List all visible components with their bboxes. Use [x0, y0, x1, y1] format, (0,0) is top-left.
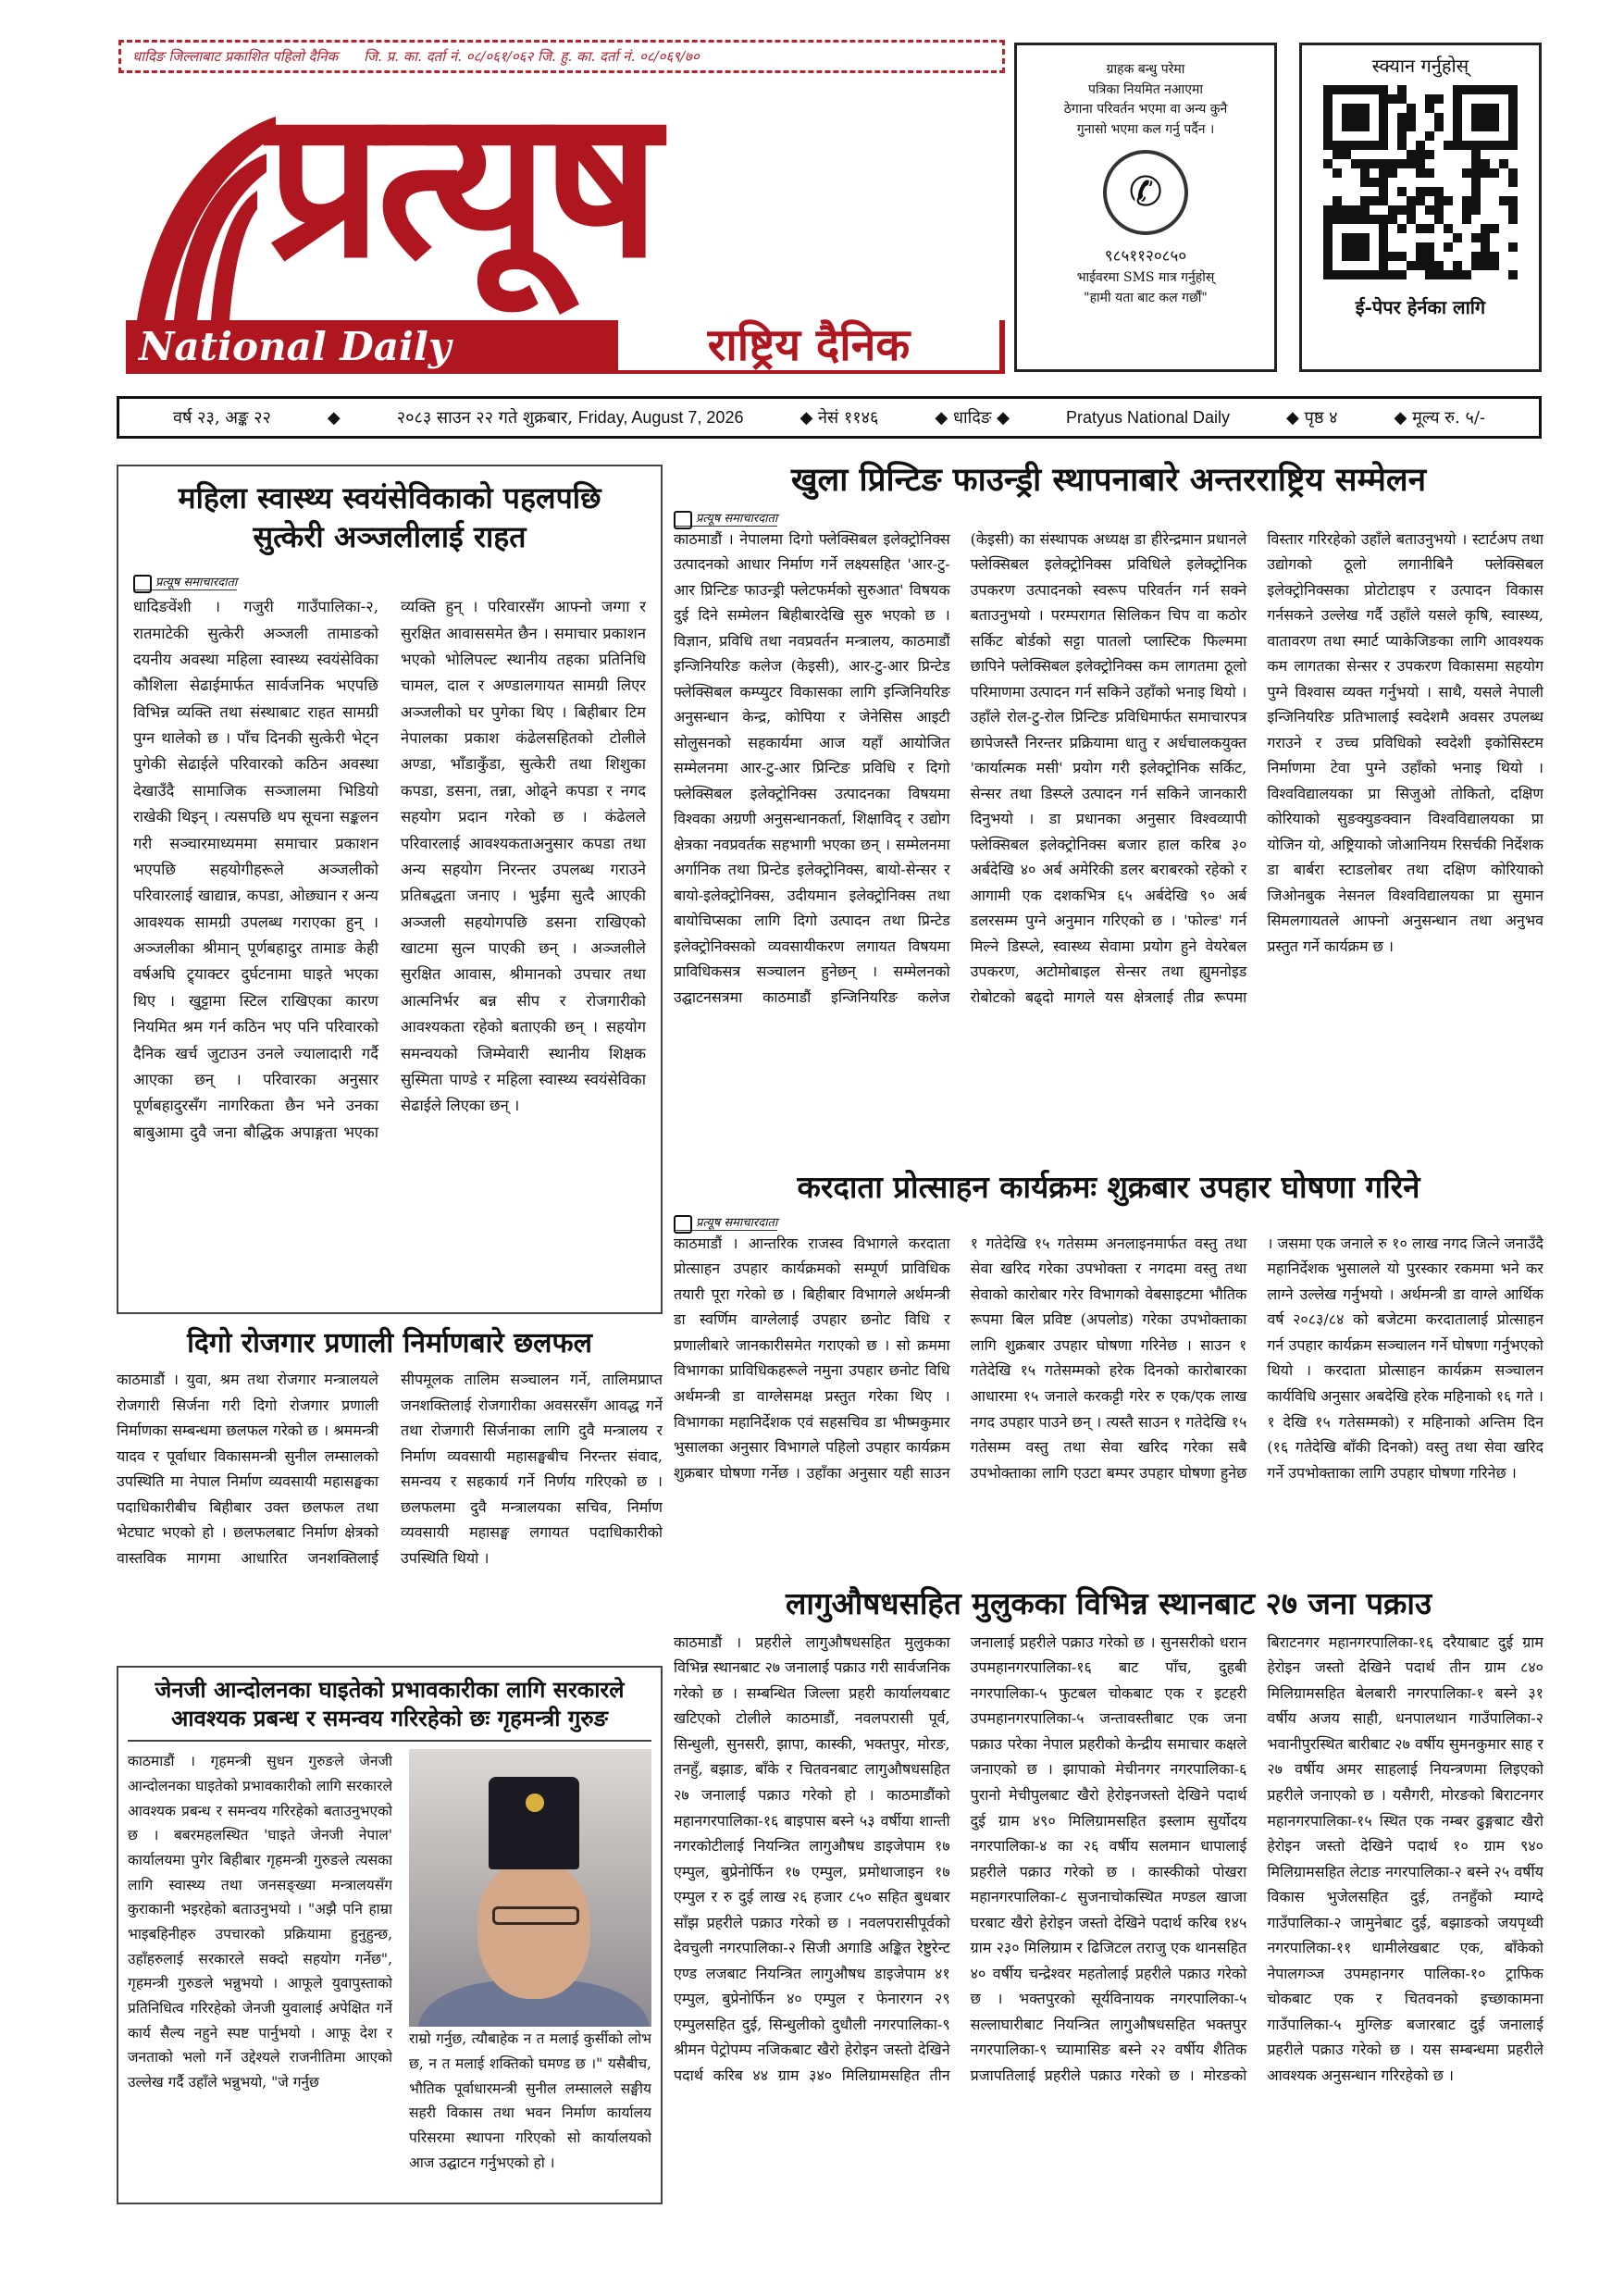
article-body: काठमाडौं । प्रहरीले लागुऔषधसहित मुलुकका विभिन्न स्थानबाट २७ जनालाई पक्राउ गरी सार्वजनिक गरेको छ । सम्बन्धित जिल्ला प्रहरी कार्यालयबाट खटिएको टोलीले काठमाडौं, नवलपरासी पूर्व, सिन्धुली, सुनसरी, झापा, कास्की, भक्तपुर, मोरङ, तनहुँ, बझाङ, बाँके र चितवनबाट लागुऔषधसहित २७ जनालाई पक्राउ गरेको हो । काठमाडौंको महानगरपालिका-१६ बाइपास बस्ने ५३ वर्षीया शान्ती नगरकोटीलाई नियन्त्रित लागुऔषध डाइजेपाम १७ एम्पुल, बुप्रेनोर्फिन १७ एम्पुल, प्रमोथाजाइन १७ एम्पुल र रु दुई लाख २६ हजार ८५० सहित बुधबार साँझ प्रहरीले पक्राउ गरेको छ । नवलपरासीपूर्वको देवचुली नगरपालिका-२ सिजी अगाडि अङ्कित रेष्टुरेन्ट एण्ड लजबाट नियन्त्रित लागुऔषध डाइजेपाम ४१ एम्पुल, बुप्रेनोर्फिन ४० एम्पुल र फेनारगन २९ एम्पुलसहित दुई, सिन्धुलीको दुधौली नगरपालिका-९ श्रीमन पेट्रोपम्प नजिकबाट खैरो हेरोइन जस्तो देखिने पदार्थ करिब ४४ ग्राम ३४० मिलिग्रामसहित तीन जनालाई प्रहरीले पक्राउ गरेको छ । सुनसरीको धरान उपमहानगरपालिका-१६ बाट पाँच, दुहबी नगरपालिका-५ फुटबल चोकबाट एक र इटहरी उपमहानगरपालिका-५ जन्तावस्तीबाट एक जना पक्राउ परेका नेपाल प्रहरीको केन्द्रीय समाचार कक्षले जनाएको छ । झापाको मेचीनगर नगरपालिका-६ पुरानो मेचीपुलबाट खैरो हेरोइनजस्तो देखिने पदार्थ दुई ग्राम ४९० मिलिग्रामसहित इस्लाम सुर्योदय नगरपालिका-४ का २६ वर्षीय सलमान धापालाई प्रहरीले पक्राउ गरेको छ । कास्कीको पोखरा महानगरपालिका-८ सुजनाचोकस्थित मण्डल खाजा घरबाट खैरो हेरोइन जस्तो देखिने पदार्थ करिब १४५ ग्राम २३० मिलिग्राम र ढिजिटल तराजु एक थानसहित ४० वर्षीय चन्द्रेश्वर महतोलाई प्रहरीले पक्राउ गरेको छ । भक्तपुरको सूर्यविनायक नगरपालिका-५ सल्लाघारीबाट नियन्त्रित लागुऔषधसहित भक्तपुर नगरपालिका-९ च्यामासिङ बस्ने २२ वर्षीय शैतिक प्रजापतिलाई प्रहरीले पक्राउ गरेको छ । मोरङको बिराटनगर महानगरपालिका-१६ दरैयाबाट दुई ग्राम हेरोइन जस्तो देखिने पदार्थ तीन ग्राम ८४० मिलिग्रामसहित बेलबारी नगरपालिका-१ बस्ने ३१ वर्षीय अजय साही, धनपालथान गाउँपालिका-२ भवानीपुरस्थित बारीबाट २७ वर्षीय सुमनकुमार साह र २७ वर्षीय अमर साहलाई नियन्त्रणमा लिइएको प्रहरीले जनाएको छ । यसैगरी, मोरङको बिराटनगर महानगरपालिका-१५ स्थित एक नम्बर ढुङ्गबाट खैरो हेरोइन जस्तो देखिने पदार्थ १० ग्राम ९४० मिलिग्रामसहित लेटाङ नगरपालिका-२ बस्ने २५ वर्षीय विकास भुजेलसहित दुई, तनहुँको म्याग्दे गाउँपालिका-२ जामुनेबाट दुई, बझाङको जयपृथ्वी नगरपालिका-११ धामीलेखबाट एक, बाँकेको नेपालगञ्ज उपमहानगर पालिका-१० ट्राफिक चोकबाट एक र चितवनको इच्छाकामना गाउँपालिका-५ मुग्लिङ बजारबाट दुई जनालाई प्रहरीले पक्राउ गरेको छ । यस सम्बन्धमा प्रहरीले आवश्यक अनुसन्धान गरिरहेको छ । — [674, 1632, 1543, 2084]
article-body: काठमाडौं । नेपालमा दिगो फ्लेक्सिबल इलेक्ट्रोनिक्स उत्पादनको आधार निर्माण गर्ने लक्ष्यसहित 'आर-टु-आर प्रिन्टिङ फाउन्ड्री फ्लेटफर्मको सुरुआत' विषयक दुई दिने सम्मेलन बिहीबारदेखि सुरु भएको छ । विज्ञान, प्रविधि तथा नवप्रवर्तन मन्त्रालय, काठमाडौं इन्जिनियरिङ कलेज (केइसी), आर-टु-आर प्रिन्टेड फ्लेक्सिबल कम्प्युटर विकासका लागि इन्जिनियरिङ अनुसन्धान केन्द्र, कोपिया र जेनेसिस आइटी सोलुसनको सहकार्यमा आज यहाँ आयोजित सम्मेलनमा आर-टु-आर प्रिन्टिङ प्रविधि र दिगो फ्लेक्सिबल इलेक्ट्रोनिक्स उत्पादनका विषयमा विश्वका अग्रणी अनुसन्धानकर्ता, शिक्षाविद् र उद्योग क्षेत्रका नवप्रवर्तक सहभागी भएका छन् । सम्मेलनमा अर्गानिक तथा प्रिन्टेड इलेक्ट्रोनिक्स, बायो-सेन्सर र बायो-इलेक्ट्रोनिक्स, उदीयमान इलेक्ट्रोनिक्स तथा बायोचिप्सका लागि दिगो उत्पादन तथा प्रिन्टेड इलेक्ट्रोनिक्सको व्यवसायीकरण लगायत विषयमा प्राविधिकसत्र सञ्चालन हुनेछन् । सम्मेलनको उद्घाटनसत्रमा काठमाडौं इन्जिनियरिङ कलेज (केइसी) का संस्थापक अध्यक्ष डा हीरेन्द्रमान प्रधानले फ्लेक्सिबल इलेक्ट्रोनिक्स प्रविधिले इलेक्ट्रोनिक उपकरण उत्पादनको स्वरूप परिवर्तन गर्न सक्ने बताउनुभयो । परम्परागत सिलिकन चिप वा कठोर सर्किट बोर्डको सट्टा पातलो प्लास्टिक फिल्ममा छापिने फ्लेक्सिबल इलेक्ट्रोनिक्स कम लागतमा ठूलो परिमाणमा उत्पादन गर्न सकिने उहाँको भनाइ थियो । उहाँले रोल-टु-रोल प्रिन्टिङ प्रविधिमार्फत समाचारपत्र छापेजस्तै निरन्तर प्रक्रियामा धातु र अर्धचालकयुक्त 'कार्यात्मक मसी' प्रयोग गरी इलेक्ट्रोनिक सर्किट, सेन्सर तथा डिस्प्ले उत्पादन गर्न सकिने जानकारी दिनुभयो । डा प्रधानका अनुसार विश्वव्यापी फ्लेक्सिबल इलेक्ट्रोनिक्स बजार हाल करिब ३० अर्बदेखि ४० अर्ब अमेरिकी डलर बराबरको रहेको र आगामी एक दशकभित्र ६५ अर्बदेखि ९० अर्ब डलरसम्म पुग्ने अनुमान गरिएको छ । 'फोल्ड' गर्न मिल्ने डिस्प्ले, स्वास्थ्य सेवामा प्रयोग हुने वेयरेबल उपकरण, अटोमोबाइल सेन्सर तथा ह्युमनोइड रोबोटको बढ्दो मागले यस क्षेत्रलाई तीव्र रूपमा विस्तार गरिरहेको उहाँले बताउनुभयो । स्टार्टअप तथा उद्योगको ठूलो लगानीबिनै फ्लेक्सिबल इलेक्ट्रोनिक्सका प्रोटोटाइप र उत्पादन विकास गर्नसकने उल्लेख गर्दै उहाँले यसले कृषि, स्वास्थ्य, वातावरण तथा स्मार्ट प्याकेजिङका लागि आवश्यक कम लागतका सेन्सर र उपकरण विकासमा सहयोग पुग्ने विश्वास व्यक्त गर्नुभयो । साथै, यसले नेपाली इन्जिनियरिङ प्रतिभालाई स्वदेशमै अवसर उपलब्ध गराउने र उच्च प्रविधिको स्वदेशी इकोसिस्टम निर्माणमा टेवा पुग्ने उहाँको भनाइ थियो । विश्वविद्यालयका प्रा सिजुओ तोकितो, दक्षिण कोरियाको सुङक्युङक्वान विश्वविद्यालयका प्रा योजिन यो, अष्ट्रियाको जोआनियम रिसर्चकी निर्देशक डा बार्बरा स्टाडलोबर तथा दक्षिण कोरियाको जिओनबुक नेसनल विश्वविद्यालयका प्रा सुमान सिमलगायतले आफ्नो अनुसन्धान तथा अनुभव प्रस्तुत गर्ने कार्यक्रम छ । — [674, 529, 1543, 1006]
masthead-logo — [118, 63, 1005, 376]
article-body: काठमाडौं । गृहमन्त्री सुधन गुरुङले जेनजी आन्दोलनका घाइतेको प्रभावकारीको लागि सरकारले आवश्यक प्रबन्ध र समन्वय गरिरहेको बताउनुभएको छ । बबरमहलस्थित 'घाइते जेनजी नेपाल' कार्यालयमा पुगेर बिहीबार गृहमन्त्री गुरुङले त्यसका लागि स्वास्थ्य तथा जनसङ्ख्या मन्त्रालयसँग कुराकानी भइरहेको बताउनुभयो । "अझै पनि हाम्रा भाइबहिनीहरु उपचारको प्रक्रियामा हुनुहुन्छ, उहाँहरुलाई सरकारले सक्दो सहयोग गर्नेछ", गृहमन्त्री गुरुङले भन्नुभयो । आफूले युवापुस्ताको प्रतिनिधित्व गरिरहेको जेनजी युवालाई अपेक्षित गर्ने कार्य सैल्य नहुने स्पष्ट पार्नुभयो । आफू देश र जनताको भलो गर्ने उद्देश्यले राजनीतिमा आएको उल्लेख गर्दै उहाँले भन्नुभयो, "जे गर्नुछ — [128, 1753, 392, 2091]
divider — [128, 1740, 651, 1742]
notice-line: ग्राहक बन्धु परेमा — [1106, 62, 1185, 77]
home-minister-photo — [409, 1749, 651, 2027]
article-body-continued: राम्रो गर्नुछ, त्यौबाहेक न त मलाई कुर्सीको लोभ छ, न त मलाई शक्तिको घमण्ड छ ।" यसैबीच, भौतिक पूर्वाधारमन्त्री सुनील लम्सालले सङ्घीय सहरी विकास तथा भवन निर्माण कार्यालय परिसरमा स्थापना गरिएको सो कार्यालयको आज उद्घाटन गर्नुभएको हो । — [409, 2030, 651, 2171]
english-subtitle: National Daily — [139, 324, 452, 369]
article-anjali — [117, 465, 663, 1314]
subscriber-notice-box — [1014, 43, 1277, 372]
notice-line: गुनासो भएमा कल गर्नु पर्दैन । — [1076, 122, 1215, 138]
article-body: धादिङवेंशी । गजुरी गाउँपालिका-२, रातमाटेकी सुत्केरी अञ्जली तामाङको दयनीय अवस्था महिला स्वास्थ्य स्वयंसेविका कौशिला सेढाईमार्फत सार्वजनिक भएपछि विभिन्न व्यक्ति तथा संस्थाबाट राहत सामग्री पुग्न थालेको छ । पाँच दिनकी सुत्केरी भेट्न पुगेकी सेढाईले परिवारको कठिन अवस्था देखाउँदै सामाजिक सञ्जालमा भिडियो राखेकी थिइन् । त्यसपछि थप सूचना सङ्कलन गरी सञ्चारमाध्यममा समाचार प्रकाशन भएपछि सहयोगीहरूले अञ्जलीको परिवारलाई खाद्यान्न, कपडा, ओछ्यान र अन्य आवश्यक सामग्री उपलब्ध गराएका हुन् । अञ्जलीका श्रीमान् पूर्णबहादुर तामाङ केही वर्षअघि ट्र्याक्टर दुर्घटनामा घाइते भएका थिए । खुट्टामा स्टिल राखिएका कारण नियमित श्रम गर्न कठिन भए पनि परिवारको दैनिक खर्च जुटाउन उनले ज्यालादारी गर्दै आएका छन् । परिवारका अनुसार पूर्णबहादुरसँग नागरिकता छैन भने उनका बाबुआमा दुवै जना बौद्धिक अपाङ्गता भएका व्यक्ति हुन् । परिवारसँग आफ्नो जग्गा र सुरक्षित आवाससमेत छैन । समाचार प्रकाशन भएको भोलिपल्ट स्थानीय तहका प्रतिनिधि चामल, दाल र अण्डालगायत सामग्री लिएर अञ्जलीको घर पुगेका थिए । बिहीबार टिम नेपालका प्रकाश कंढेलसहितको टोलीले अण्डा, भाँडाकुँडा, सुत्केरी तथा शिशुका कपडा, डसना, तन्ना, ओढ्ने कपडा र नगद सहयोग प्रदान गरेको छ । कंढेलले परिवारलाई आवश्यकताअनुसार कपडा तथा अन्य सहयोग निरन्तर उपलब्ध गराउने प्रतिबद्धता जनाए । भुईंमा सुत्दै आएकी अञ्जली सहयोगपछि डसना राखिएको खाटमा सुत्न पाएकी छन् । अञ्जलीले सुरक्षित आवास, श्रीमानको उपचार तथा आत्मनिर्भर बन्न सीप र रोजगारीको आवश्यकता रहेको बताएकी छन् । सहयोग समन्वयको जिम्मेवारी स्थानीय शिक्षक सुस्मिता पाण्डे र महिला स्वास्थ्य स्वयंसेविका सेढाईले लिएका छन् । — [133, 598, 646, 1141]
nepal-samvat: नेसं ११४६ — [818, 408, 879, 428]
sms-note: भाईवरमा SMS मात्र गर्नुहोस् — [1076, 270, 1215, 286]
article-headline[interactable]: दिगो रोजगार प्रणाली निर्माणबारे छलफल — [187, 1327, 592, 1359]
article-headline[interactable]: जेनजी आन्दोलनका घाइतेको प्रभावकारीका लागि सरकारले आवश्यक प्रबन्ध र समन्वय गरिरहेको छः गृहमन्त्री गुरुङ — [155, 1676, 625, 1732]
article-headline[interactable]: महिला स्वास्थ्य स्वयंसेविकाको पहलपछि सुत्केरी अञ्जलीलाई राहत — [178, 480, 601, 554]
nepali-subtitle: राष्ट्रिय दैनिक — [618, 316, 999, 370]
article-printing-foundry — [674, 459, 1543, 1162]
article-employment — [117, 1325, 663, 1658]
qr-title: स्क्यान गर्नुहोस् — [1371, 55, 1469, 77]
registration-number: जि. प्र. का. दर्ता नं. ०८/०६१/०६२ जि. हु. का. दर्ता नं. ०८/०६९/७० — [364, 48, 700, 65]
notice-line: पत्रिका नियमित नआएमा — [1088, 81, 1203, 97]
article-headline[interactable]: लागुऔषधसहित मुलुकका विभिन्न स्थानबाट २७ जना पक्राउ — [785, 1585, 1432, 1621]
article-drug-arrests — [674, 1584, 1543, 2214]
page-number: पृष्ठ ४ — [1304, 408, 1338, 428]
price: मूल्य रु. ५/- — [1412, 408, 1485, 428]
phone-number: ९८५११२०८५० — [1104, 246, 1187, 266]
qr-caption: ई-पेपर हेर्नका लागि — [1355, 296, 1486, 318]
english-date: Friday, August 7, 2026 — [577, 408, 744, 427]
article-taxpayer-gift — [674, 1168, 1543, 1581]
byline: प्रत्यूष समाचारदाता — [674, 1213, 777, 1231]
byline: प्रत्यूष समाचारदाता — [674, 509, 777, 527]
qr-code-icon[interactable] — [1323, 85, 1518, 279]
dateline-bar: वर्ष २३, अङ्क २२ ◆ २०८३ साउन २२ गते शुक्रबार, Friday, August 7, 2026 ◆ नेसं ११४६ ◆ धादिङ ◆ Pratyus National Daily ◆ पृष्ठ ४ ◆ मूल्य रु. ५/- — [117, 396, 1542, 439]
qr-code-box — [1299, 43, 1542, 372]
byline: प्रत्यूष समाचारदाता — [133, 573, 237, 590]
call-back-note: "हामी यता बाट कल गर्छौं" — [1084, 290, 1208, 305]
article-headline[interactable]: खुला प्रिन्टिङ फाउन्ड्री स्थापनाबारे अन्तरराष्ट्रिय सम्मेलन — [790, 461, 1427, 499]
masthead-tagline: धादिङ जिल्लाबाट प्रकाशित पहिलो दैनिक — [132, 48, 339, 65]
article-body: काठमाडौं । युवा, श्रम तथा रोजगार मन्त्रालयले रोजगारी सिर्जना गरी दिगो रोजगार प्रणाली निर्माणका सम्बन्धमा छलफल गरेको छ । श्रममन्त्री यादव र पूर्वाधार विकासमन्त्री सुनील लम्सालको उपस्थिति मा नेपाल निर्माण व्यवसायी महासङ्घका पदाधिकारीबीच बिहीबार उक्त छलफल तथा भेटघाट भएको हो । छलफलबाट निर्माण क्षेत्रको वास्तविक मागमा आधारित जनशक्तिलाई सीपमूलक तालिम सञ्चालन गर्ने, तालिमप्राप्त जनशक्तिलाई रोजगारीका अवसरसँग आवद्ध गर्ने तथा रोजगारी सिर्जनाका लागि दुवै मन्त्रालय र निर्माण व्यवसायी महासङ्घबीच निरन्तर संवाद, समन्वय र सहकार्य गर्ने निर्णय गरिएको छ । छलफलमा दुवै मन्त्रालयका सचिव, निर्माण व्यवसायी महासङ्घ लगायत पदाधिकारीको उपस्थिति थियो । — [117, 1371, 663, 1567]
flame-pen-icon — [118, 98, 285, 329]
nepali-date: २०८३ साउन २२ गते शुक्रबार, — [396, 408, 573, 428]
brand-name: Pratyus National Daily — [1065, 407, 1231, 427]
notice-line: ठेगाना परिवर्तन भएमा वा अन्य कुनै — [1063, 102, 1228, 118]
article-genz-injured — [117, 1666, 663, 2204]
newspaper-title: प्रत्यूष — [267, 63, 655, 303]
place: धादिङ — [952, 408, 992, 428]
viber-icon: ✆ — [1103, 150, 1188, 235]
article-headline[interactable]: करदाता प्रोत्साहन कार्यक्रमः शुक्रबार उपहार घोषणा गरिने — [797, 1169, 1420, 1205]
volume-issue: वर्ष २३, अङ्क २२ — [173, 408, 271, 428]
article-body: काठमाडौं । आन्तरिक राजस्व विभागले करदाता प्रोत्साहन उपहार कार्यक्रमको सम्पूर्ण प्राविधिक तयारी पूरा गरेको छ । बिहीबार विभागले अर्थमन्त्री डा स्वर्णिम वाग्लेलाई उपहार छनोट विधि र प्रणालीबारे जानकारीसमेत गराएको छ । सो क्रममा विभागका प्राविधिकहरूले नमुना उपहार छनोट विधि अर्थमन्त्री डा वाग्लेसमक्ष प्रस्तुत गरेका थिए । विभागका महानिर्देशक एवं सहसचिव डा भीष्मकुमार भुसालका अनुसार विभागले पहिलो उपहार कार्यक्रम शुक्रबार घोषणा गर्नेछ । उहाँका अनुसार यही साउन १ गतेदेखि १५ गतेसम्म अनलाइनमार्फत वस्तु तथा सेवा खरिद गरेका उपभोक्ता र नगदमा वस्तु तथा सेवाको कारोबार गरेर विभागको वेबसाइटमा भौतिक रूपमा बिल प्रविष्ट (अपलोड) गरेका उपभोक्ताका लागि शुक्रबार उपहार घोषणा गरिनेछ । साउन १ गतेदेखि १५ गतेसम्मको हरेक दिनको कारोबारका आधारमा १५ जनाले करकट्टी गरेर रु एक/एक लाख नगद उपहार पाउने छन् । त्यस्तै साउन १ गतेदेखि १५ गतेसम्म वस्तु तथा सेवा खरिद गरेका सबै उपभोक्ताका लागि एउटा बम्पर उपहार घोषणा हुनेछ । जसमा एक जनाले रु १० लाख नगद जित्ने जनाउँदै महानिर्देशक भुसालले यो पुरस्कार रकममा भने कर लाग्ने उल्लेख गर्नुभयो । अर्थमन्त्री डा वाग्ले आर्थिक वर्ष २०८३/८४ को बजेटमा करदातालाई प्रोत्साहन गर्न उपहार कार्यक्रम सञ्चालन गर्ने घोषणा गर्नुभएको थियो । करदाता प्रोत्साहन कार्यक्रम सञ्चालन कार्यविधि अनुसार अबदेखि हरेक महिनाको १६ गते । १ देखि १५ गतेसम्मको) र महिनाको अन्तिम दिन (१६ गतेदेखि बाँकी दिनको) वस्तु तथा सेवा खरिद गर्ने उपभोक्ताका लागि उपहार घोषणा गरिनेछ । — [674, 1234, 1543, 1482]
